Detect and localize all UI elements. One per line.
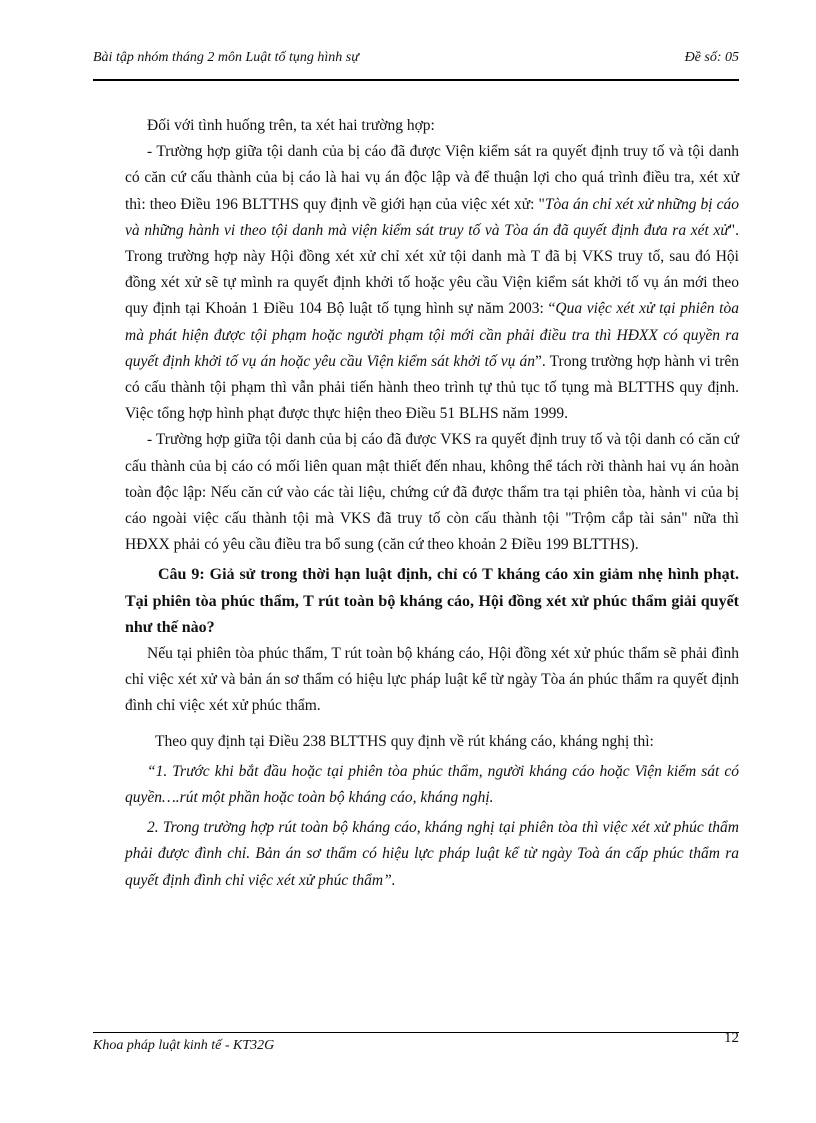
quoted-clause-1 — [125, 759, 739, 811]
case-one-text-2: ". Trong trường hợp này Hội đồng xét xử chỉ xét xử tội danh mà T đã bị VKS truy tố, sau đó Hội đồng xét xử sẽ tự mình ra quyết định khởi tố hoặc yêu cầu Viện kiểm sát khởi tố vụ án mới theo quy định tại Khoản 1 Điều 104 Bộ luật tố tụng hình sự năm 2003: “ — [125, 221, 739, 318]
quoted-clause-2 — [125, 815, 739, 894]
case-one-text-1: - Trường hợp giữa tội danh của bị cáo đã được Viện kiểm sát ra quyết định truy tố và tội danh có căn cứ cấu thành của bị cáo là hai vụ án độc lập và để thuận lợi cho quá trình điều tra, xét xử thì: theo Điều 196 BLTTHS quy định về giới hạn của việc xét xử: " — [125, 143, 739, 213]
case-one-paragraph — [125, 139, 739, 427]
case-one-text-3: ”. Trong trường hợp hành vi trên có cấu thành tội phạm thì vẫn phải tiến hành theo trình tự thủ tục tố tụng mà BLTTHS quy định. Việc tổng hợp hình phạt được thực hiện theo Điều 51 BLHS năm 1999. — [125, 352, 740, 423]
page-number: 12 — [724, 1030, 739, 1046]
page-header — [93, 46, 739, 72]
header-topic-number: Đề số: 05 — [684, 50, 739, 65]
footer-faculty: Khoa pháp luật kinh tế - KT32G — [93, 1038, 275, 1053]
quoted-clause-1-text: “1. Trước khi bắt đầu hoặc tại phiên tòa phúc thẩm, người kháng cáo hoặc Viện kiểm sát có quyền….rút một phần hoặc toàn bộ kháng cáo, kháng nghị. — [125, 762, 739, 807]
header-course-title: Bài tập nhóm tháng 2 môn Luật tố tụng hình sự — [93, 50, 359, 65]
case-two-paragraph: - Trường hợp giữa tội danh của bị cáo đã được VKS ra quyết định truy tố và tội danh có căn cứ cấu thành của bị cáo có mối liên quan mật thiết đến nhau, không thể tách rời thành hai vụ án hoàn toàn độc lập: Nếu căn cứ vào các tài liệu, chứng cứ đã được thẩm tra tại phiên tòa, hành vi của bị cáo ngoài việc cấu thành tội mà VKS đã truy tố còn cấu thành tội "Trộm cắp tài sản" nữa thì HĐXX phải có yêu cầu điều tra bổ sung (căn cứ theo khoản 2 Điều 199 BLTTHS). — [125, 431, 739, 554]
legal-basis-paragraph: Theo quy định tại Điều 238 BLTTHS quy định về rút kháng cáo, kháng nghị thì: — [155, 732, 654, 750]
question-heading: Câu 9: Giả sử trong thời hạn luật định, chỉ có T kháng cáo xin giảm nhẹ hình phạt. Tại phiên tòa phúc thẩm, T rút toàn bộ kháng cáo, Hội đồng xét xử phúc thẩm giải quyết như thế nào? — [125, 566, 739, 636]
case-one-quote-2: Qua việc xét xử tại phiên tòa mà phát hiện được tội phạm hoặc người phạm tội mới cần phải điều tra thì HĐXX có quyền ra quyết định khởi tố vụ án hoặc yêu cầu Viện kiểm sát khởi tố vụ án — [125, 300, 739, 370]
quoted-clause-2-text: 2. Trong trường hợp rút toàn bộ kháng cáo, kháng nghị tại phiên tòa thì việc xét xử phúc thẩm phải được đình chỉ. Bản án sơ thẩm có hiệu lực pháp luật kể từ ngày Toà án cấp phúc thẩm ra quyết định đình chỉ việc xét xử phúc thẩm”. — [125, 819, 739, 889]
intro-paragraph: Đối với tình huống trên, ta xét hai trường hợp: — [147, 117, 435, 134]
page-footer — [93, 1030, 739, 1058]
case-one-quote-1: Tòa án chỉ xét xử những bị cáo và những hành vi theo tội danh mà viện kiểm sát truy tố và Tòa án đã quyết định đưa ra xét xử — [125, 195, 739, 239]
document-body — [125, 113, 739, 894]
answer-paragraph: Nếu tại phiên tòa phúc thẩm, T rút toàn bộ kháng cáo, Hội đồng xét xử phúc thẩm sẽ phải đình chỉ việc xét xử và bản án sơ thẩm có hiệu lực pháp luật kể từ ngày Tòa án phúc thẩm ra quyết định đình chỉ việc xét xử phúc thẩm. — [125, 645, 739, 715]
header-divider — [93, 79, 739, 81]
footer-divider — [93, 1032, 739, 1033]
